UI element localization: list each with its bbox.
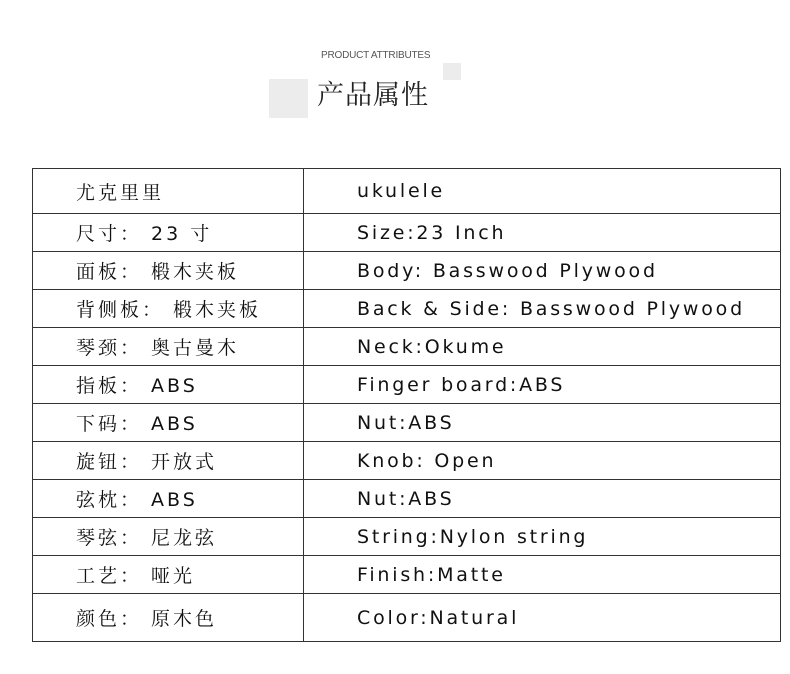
attribute-en-cell: Nut:ABS [357,487,455,510]
table-row [33,214,780,252]
attribute-en-cell: Back & Side: Basswood Plywood [357,297,745,320]
attribute-en-cell: Finish:Matte [357,563,506,586]
attribute-cn-cell: 尤克里里 [33,169,304,213]
table-row [33,290,780,328]
attribute-en-cell: Size:23 Inch [357,221,507,244]
table-row [33,442,780,480]
decorative-square-small [443,63,461,80]
attribute-cn-cell: 下码： ABS [33,404,304,441]
attribute-en-cell: Color:Natural [357,606,520,629]
attribute-cn-cell: 琴颈： 奥古曼木 [33,328,304,365]
decorative-square [269,79,308,118]
section-subtitle: PRODUCT ATTRIBUTES [321,50,431,61]
table-row [33,518,780,556]
attribute-en-cell: Nut:ABS [357,411,455,434]
attribute-en-cell: String:Nylon string [357,525,589,548]
attribute-cn-cell: 弦枕： ABS [33,480,304,517]
table-row [33,252,780,290]
section-header [0,0,790,130]
attribute-cn-cell: 尺寸： 23 寸 [33,214,304,251]
attribute-en-cell: Knob: Open [357,449,497,472]
attribute-en-cell: Finger board:ABS [357,373,566,396]
table-row [33,169,780,214]
attribute-en-cell: Neck:Okume [357,335,507,358]
attribute-cn-cell: 指板： ABS [33,366,304,403]
table-row [33,480,780,518]
attribute-en-cell: Body: Basswood Plywood [357,259,658,282]
attribute-cn-cell: 面板： 椴木夹板 [33,252,304,289]
attribute-cn-cell: 旋钮： 开放式 [33,442,304,479]
table-row [33,404,780,442]
product-attributes-table [32,168,781,642]
table-row [33,594,780,641]
attribute-cn-cell: 颜色： 原木色 [33,594,304,641]
attribute-en-cell: ukulele [357,180,446,202]
table-row [33,328,780,366]
attribute-cn-cell: 工艺： 哑光 [33,556,304,593]
attribute-cn-cell: 琴弦： 尼龙弦 [33,518,304,555]
table-row [33,366,780,404]
attribute-cn-cell: 背侧板： 椴木夹板 [33,290,304,327]
section-title: 产品属性 [317,80,429,111]
table-row [33,556,780,594]
